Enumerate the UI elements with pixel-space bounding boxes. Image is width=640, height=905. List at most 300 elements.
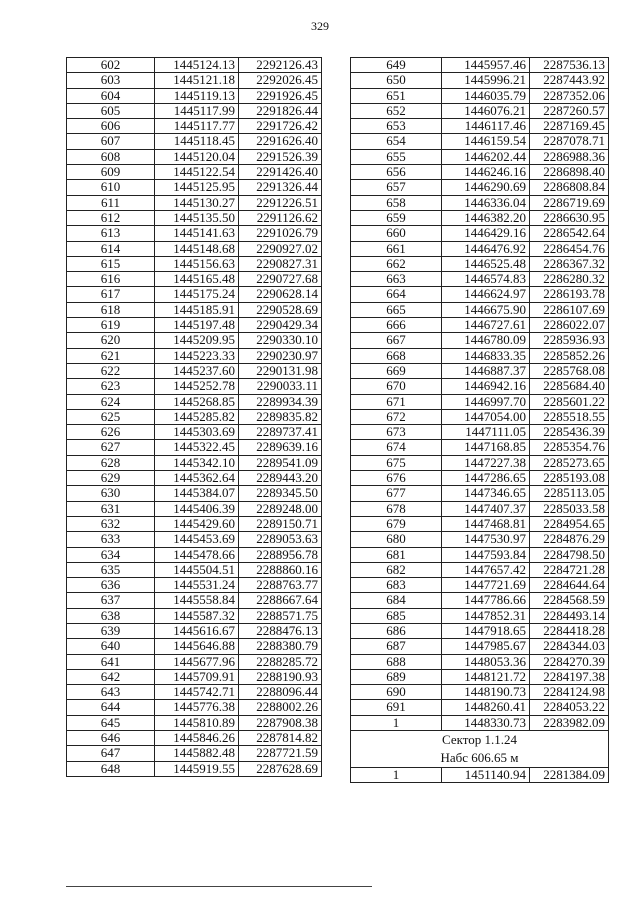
y-coordinate: 2287260.57 xyxy=(530,103,609,118)
x-coordinate: 1445531.24 xyxy=(155,578,239,593)
x-coordinate: 1445237.60 xyxy=(155,363,239,378)
y-coordinate: 2286898.40 xyxy=(530,165,609,180)
y-coordinate: 2286107.69 xyxy=(530,302,609,317)
y-coordinate: 2289737.41 xyxy=(239,425,322,440)
table-row xyxy=(67,761,322,776)
y-coordinate: 2284568.59 xyxy=(530,593,609,608)
x-coordinate: 1447286.65 xyxy=(442,471,530,486)
table-row xyxy=(67,639,322,654)
x-coordinate: 1445322.45 xyxy=(155,440,239,455)
point-number: 689 xyxy=(351,669,442,684)
table-row xyxy=(351,516,609,531)
point-number: 674 xyxy=(351,440,442,455)
point-number: 691 xyxy=(351,700,442,715)
table-row xyxy=(67,394,322,409)
point-number: 684 xyxy=(351,593,442,608)
x-coordinate: 1445141.63 xyxy=(155,226,239,241)
point-number: 667 xyxy=(351,333,442,348)
y-coordinate: 2290330.10 xyxy=(239,333,322,348)
y-coordinate: 2289345.50 xyxy=(239,486,322,501)
x-coordinate: 1448330.73 xyxy=(442,715,530,730)
y-coordinate: 2284493.14 xyxy=(530,608,609,623)
y-coordinate: 2285193.08 xyxy=(530,471,609,486)
point-number: 679 xyxy=(351,516,442,531)
x-coordinate: 1446336.04 xyxy=(442,195,530,210)
y-coordinate: 2289934.39 xyxy=(239,394,322,409)
table-row xyxy=(351,287,609,302)
x-coordinate: 1445175.24 xyxy=(155,287,239,302)
y-coordinate: 2291626.40 xyxy=(239,134,322,149)
y-coordinate: 2285354.76 xyxy=(530,440,609,455)
y-coordinate: 2285852.26 xyxy=(530,348,609,363)
x-coordinate: 1447054.00 xyxy=(442,409,530,424)
coordinates-table-right xyxy=(350,57,609,783)
x-coordinate: 1445209.95 xyxy=(155,333,239,348)
table-row xyxy=(351,669,609,684)
x-coordinate: 1445504.51 xyxy=(155,562,239,577)
y-coordinate: 2292126.43 xyxy=(239,58,322,73)
table-row xyxy=(351,149,609,164)
point-number: 630 xyxy=(67,486,155,501)
y-coordinate: 2286454.76 xyxy=(530,241,609,256)
x-coordinate: 1451140.94 xyxy=(442,768,530,783)
point-number: 623 xyxy=(67,379,155,394)
x-coordinate: 1447407.37 xyxy=(442,501,530,516)
point-number: 646 xyxy=(67,731,155,746)
x-coordinate: 1446675.90 xyxy=(442,302,530,317)
table-row xyxy=(67,195,322,210)
y-coordinate: 2292026.45 xyxy=(239,73,322,88)
x-coordinate: 1445384.07 xyxy=(155,486,239,501)
y-coordinate: 2285273.65 xyxy=(530,455,609,470)
point-number: 686 xyxy=(351,623,442,638)
x-coordinate: 1446942.16 xyxy=(442,379,530,394)
y-coordinate: 2291126.62 xyxy=(239,210,322,225)
table-row xyxy=(67,501,322,516)
point-number: 608 xyxy=(67,149,155,164)
y-coordinate: 2288571.75 xyxy=(239,608,322,623)
table-row xyxy=(67,180,322,195)
point-number: 626 xyxy=(67,425,155,440)
point-number: 658 xyxy=(351,195,442,210)
point-number: 648 xyxy=(67,761,155,776)
table-row xyxy=(67,669,322,684)
point-number: 621 xyxy=(67,348,155,363)
y-coordinate: 2291926.45 xyxy=(239,88,322,103)
x-coordinate: 1445957.46 xyxy=(442,58,530,73)
point-number: 613 xyxy=(67,226,155,241)
y-coordinate: 2286280.32 xyxy=(530,272,609,287)
table-row xyxy=(67,455,322,470)
table-row xyxy=(351,501,609,516)
y-coordinate: 2289639.16 xyxy=(239,440,322,455)
page-number: 329 xyxy=(311,19,329,33)
y-coordinate: 2287169.45 xyxy=(530,119,609,134)
y-coordinate: 2287908.38 xyxy=(239,715,322,730)
point-number: 657 xyxy=(351,180,442,195)
x-coordinate: 1447168.85 xyxy=(442,440,530,455)
x-coordinate: 1445558.84 xyxy=(155,593,239,608)
table-row xyxy=(67,715,322,730)
point-number: 607 xyxy=(67,134,155,149)
x-coordinate: 1446780.09 xyxy=(442,333,530,348)
y-coordinate: 2284270.39 xyxy=(530,654,609,669)
table-row xyxy=(67,471,322,486)
table-row xyxy=(351,608,609,623)
y-coordinate: 2288285.72 xyxy=(239,654,322,669)
section-header-row xyxy=(351,731,609,768)
table-row xyxy=(351,73,609,88)
x-coordinate: 1447346.65 xyxy=(442,486,530,501)
table-row xyxy=(351,119,609,134)
x-coordinate: 1445119.13 xyxy=(155,88,239,103)
point-number: 685 xyxy=(351,608,442,623)
point-number: 605 xyxy=(67,103,155,118)
point-number: 672 xyxy=(351,409,442,424)
table-row xyxy=(67,547,322,562)
point-number: 659 xyxy=(351,210,442,225)
x-coordinate: 1445252.78 xyxy=(155,379,239,394)
y-coordinate: 2291226.51 xyxy=(239,195,322,210)
x-coordinate: 1447111.05 xyxy=(442,425,530,440)
table-row xyxy=(67,256,322,271)
y-coordinate: 2289541.09 xyxy=(239,455,322,470)
y-coordinate: 2289443.20 xyxy=(239,471,322,486)
table-row xyxy=(351,685,609,700)
point-number: 625 xyxy=(67,409,155,424)
table-row xyxy=(351,654,609,669)
y-coordinate: 2287352.06 xyxy=(530,88,609,103)
table-row xyxy=(67,58,322,73)
section-header xyxy=(351,731,609,768)
point-number: 643 xyxy=(67,685,155,700)
x-coordinate: 1446035.79 xyxy=(442,88,530,103)
x-coordinate: 1445185.91 xyxy=(155,302,239,317)
point-number: 604 xyxy=(67,88,155,103)
y-coordinate: 2284876.29 xyxy=(530,532,609,547)
x-coordinate: 1447593.84 xyxy=(442,547,530,562)
x-coordinate: 1447918.65 xyxy=(442,623,530,638)
section-length: Набс 606.65 м xyxy=(440,750,519,766)
table-row xyxy=(351,272,609,287)
table-row xyxy=(351,532,609,547)
point-number: 631 xyxy=(67,501,155,516)
y-coordinate: 2287814.82 xyxy=(239,731,322,746)
point-number: 666 xyxy=(351,318,442,333)
table-row xyxy=(67,149,322,164)
y-coordinate: 2291526.39 xyxy=(239,149,322,164)
point-number: 651 xyxy=(351,88,442,103)
y-coordinate: 2290528.69 xyxy=(239,302,322,317)
y-coordinate: 2290131.98 xyxy=(239,363,322,378)
table-row xyxy=(67,562,322,577)
table-row xyxy=(351,394,609,409)
y-coordinate: 2290429.34 xyxy=(239,318,322,333)
x-coordinate: 1445303.69 xyxy=(155,425,239,440)
x-coordinate: 1445117.99 xyxy=(155,103,239,118)
x-coordinate: 1445677.96 xyxy=(155,654,239,669)
table-row xyxy=(351,700,609,715)
x-coordinate: 1447657.42 xyxy=(442,562,530,577)
x-coordinate: 1445285.82 xyxy=(155,409,239,424)
table-row xyxy=(67,578,322,593)
point-number: 647 xyxy=(67,746,155,761)
point-number: 628 xyxy=(67,455,155,470)
table-row xyxy=(67,746,322,761)
footer-rule xyxy=(66,886,372,887)
table-row xyxy=(67,119,322,134)
point-number: 602 xyxy=(67,58,155,73)
table-row xyxy=(67,226,322,241)
point-number: 663 xyxy=(351,272,442,287)
point-number: 676 xyxy=(351,471,442,486)
point-number: 606 xyxy=(67,119,155,134)
x-coordinate: 1446574.83 xyxy=(442,272,530,287)
point-number: 681 xyxy=(351,547,442,562)
y-coordinate: 2291826.44 xyxy=(239,103,322,118)
y-coordinate: 2285113.05 xyxy=(530,486,609,501)
point-number: 661 xyxy=(351,241,442,256)
table-row xyxy=(351,440,609,455)
point-number: 634 xyxy=(67,547,155,562)
point-number: 654 xyxy=(351,134,442,149)
x-coordinate: 1447985.67 xyxy=(442,639,530,654)
x-coordinate: 1447530.97 xyxy=(442,532,530,547)
table-row xyxy=(351,409,609,424)
x-coordinate: 1448053.36 xyxy=(442,654,530,669)
table-row xyxy=(67,532,322,547)
table-row xyxy=(67,73,322,88)
table-row xyxy=(351,593,609,608)
y-coordinate: 2290827.31 xyxy=(239,256,322,271)
x-coordinate: 1445478.66 xyxy=(155,547,239,562)
y-coordinate: 2285684.40 xyxy=(530,379,609,394)
table-row xyxy=(67,210,322,225)
table-row xyxy=(351,241,609,256)
y-coordinate: 2288763.77 xyxy=(239,578,322,593)
x-coordinate: 1446833.35 xyxy=(442,348,530,363)
table-row xyxy=(351,425,609,440)
y-coordinate: 2284721.28 xyxy=(530,562,609,577)
y-coordinate: 2291326.44 xyxy=(239,180,322,195)
table-row xyxy=(67,731,322,746)
table-row xyxy=(351,88,609,103)
x-coordinate: 1445124.13 xyxy=(155,58,239,73)
point-number: 638 xyxy=(67,608,155,623)
table-row xyxy=(351,578,609,593)
y-coordinate: 2287443.92 xyxy=(530,73,609,88)
section-title: Сектор 1.1.24 xyxy=(441,732,517,748)
x-coordinate: 1445197.48 xyxy=(155,318,239,333)
x-coordinate: 1446727.61 xyxy=(442,318,530,333)
x-coordinate: 1445268.85 xyxy=(155,394,239,409)
point-number: 655 xyxy=(351,149,442,164)
table-row xyxy=(67,302,322,317)
point-number: 682 xyxy=(351,562,442,577)
point-number: 660 xyxy=(351,226,442,241)
point-number: 615 xyxy=(67,256,155,271)
table-row xyxy=(67,318,322,333)
x-coordinate: 1446290.69 xyxy=(442,180,530,195)
table-row xyxy=(351,180,609,195)
point-number: 642 xyxy=(67,669,155,684)
x-coordinate: 1445846.26 xyxy=(155,731,239,746)
x-coordinate: 1445882.48 xyxy=(155,746,239,761)
y-coordinate: 2286988.36 xyxy=(530,149,609,164)
point-number: 619 xyxy=(67,318,155,333)
x-coordinate: 1445122.54 xyxy=(155,165,239,180)
x-coordinate: 1446117.46 xyxy=(442,119,530,134)
point-number: 678 xyxy=(351,501,442,516)
y-coordinate: 2286630.95 xyxy=(530,210,609,225)
x-coordinate: 1446429.16 xyxy=(442,226,530,241)
x-coordinate: 1445148.68 xyxy=(155,241,239,256)
y-coordinate: 2290033.11 xyxy=(239,379,322,394)
point-number: 636 xyxy=(67,578,155,593)
x-coordinate: 1446202.44 xyxy=(442,149,530,164)
table-row xyxy=(351,639,609,654)
table-row xyxy=(351,333,609,348)
y-coordinate: 2284344.03 xyxy=(530,639,609,654)
y-coordinate: 2288667.64 xyxy=(239,593,322,608)
point-number: 645 xyxy=(67,715,155,730)
table-row xyxy=(67,409,322,424)
y-coordinate: 2289835.82 xyxy=(239,409,322,424)
y-coordinate: 2286193.78 xyxy=(530,287,609,302)
x-coordinate: 1446246.16 xyxy=(442,165,530,180)
point-number: 640 xyxy=(67,639,155,654)
point-number: 614 xyxy=(67,241,155,256)
point-number: 644 xyxy=(67,700,155,715)
x-coordinate: 1445165.48 xyxy=(155,272,239,287)
x-coordinate: 1446525.48 xyxy=(442,256,530,271)
point-number: 668 xyxy=(351,348,442,363)
y-coordinate: 2288002.26 xyxy=(239,700,322,715)
table-row xyxy=(351,165,609,180)
table-row xyxy=(351,623,609,638)
point-number: 671 xyxy=(351,394,442,409)
point-number: 675 xyxy=(351,455,442,470)
point-number: 690 xyxy=(351,685,442,700)
table-row xyxy=(67,103,322,118)
y-coordinate: 2284798.50 xyxy=(530,547,609,562)
x-coordinate: 1445135.50 xyxy=(155,210,239,225)
x-coordinate: 1446624.97 xyxy=(442,287,530,302)
y-coordinate: 2285518.55 xyxy=(530,409,609,424)
point-number: 664 xyxy=(351,287,442,302)
point-number: 629 xyxy=(67,471,155,486)
y-coordinate: 2284124.98 xyxy=(530,685,609,700)
x-coordinate: 1445130.27 xyxy=(155,195,239,210)
y-coordinate: 2288476.13 xyxy=(239,623,322,638)
y-coordinate: 2285436.39 xyxy=(530,425,609,440)
table-row xyxy=(67,608,322,623)
y-coordinate: 2284644.64 xyxy=(530,578,609,593)
point-number: 1 xyxy=(351,768,442,783)
x-coordinate: 1445709.91 xyxy=(155,669,239,684)
point-number: 665 xyxy=(351,302,442,317)
y-coordinate: 2289053.63 xyxy=(239,532,322,547)
point-number: 687 xyxy=(351,639,442,654)
point-number: 603 xyxy=(67,73,155,88)
y-coordinate: 2291726.42 xyxy=(239,119,322,134)
y-coordinate: 2286022.07 xyxy=(530,318,609,333)
y-coordinate: 2287536.13 xyxy=(530,58,609,73)
table-row xyxy=(351,471,609,486)
y-coordinate: 2290927.02 xyxy=(239,241,322,256)
table-row xyxy=(351,302,609,317)
x-coordinate: 1446382.20 xyxy=(442,210,530,225)
x-coordinate: 1448190.73 xyxy=(442,685,530,700)
table-row xyxy=(351,210,609,225)
table-row xyxy=(67,440,322,455)
table-row xyxy=(67,516,322,531)
point-number: 1 xyxy=(351,715,442,730)
point-number: 650 xyxy=(351,73,442,88)
point-number: 610 xyxy=(67,180,155,195)
table-row xyxy=(67,425,322,440)
table-row xyxy=(351,134,609,149)
y-coordinate: 2285033.58 xyxy=(530,501,609,516)
table-row xyxy=(67,593,322,608)
x-coordinate: 1447227.38 xyxy=(442,455,530,470)
table-row xyxy=(67,134,322,149)
point-number: 627 xyxy=(67,440,155,455)
point-number: 677 xyxy=(351,486,442,501)
table-row xyxy=(351,562,609,577)
point-number: 633 xyxy=(67,532,155,547)
y-coordinate: 2284053.22 xyxy=(530,700,609,715)
point-number: 649 xyxy=(351,58,442,73)
point-number: 632 xyxy=(67,516,155,531)
table-row xyxy=(67,700,322,715)
coordinates-table-left xyxy=(66,57,322,777)
table-row xyxy=(67,623,322,638)
x-coordinate: 1446476.92 xyxy=(442,241,530,256)
table-row xyxy=(67,379,322,394)
y-coordinate: 2288380.79 xyxy=(239,639,322,654)
table-row xyxy=(351,103,609,118)
x-coordinate: 1445616.67 xyxy=(155,623,239,638)
x-coordinate: 1445587.32 xyxy=(155,608,239,623)
point-number: 656 xyxy=(351,165,442,180)
point-number: 612 xyxy=(67,210,155,225)
table-row xyxy=(67,287,322,302)
x-coordinate: 1446076.21 xyxy=(442,103,530,118)
table-row xyxy=(67,685,322,700)
y-coordinate: 2284418.28 xyxy=(530,623,609,638)
x-coordinate: 1445156.63 xyxy=(155,256,239,271)
point-number: 622 xyxy=(67,363,155,378)
table-row xyxy=(351,547,609,562)
x-coordinate: 1446159.54 xyxy=(442,134,530,149)
x-coordinate: 1448260.41 xyxy=(442,700,530,715)
y-coordinate: 2291026.79 xyxy=(239,226,322,241)
y-coordinate: 2290628.14 xyxy=(239,287,322,302)
y-coordinate: 2288956.78 xyxy=(239,547,322,562)
x-coordinate: 1445996.21 xyxy=(442,73,530,88)
y-coordinate: 2284197.38 xyxy=(530,669,609,684)
table-row xyxy=(351,318,609,333)
y-coordinate: 2287078.71 xyxy=(530,134,609,149)
point-number: 662 xyxy=(351,256,442,271)
y-coordinate: 2286542.64 xyxy=(530,226,609,241)
table-row xyxy=(351,455,609,470)
point-number: 611 xyxy=(67,195,155,210)
x-coordinate: 1445429.60 xyxy=(155,516,239,531)
x-coordinate: 1445120.04 xyxy=(155,149,239,164)
y-coordinate: 2288190.93 xyxy=(239,669,322,684)
